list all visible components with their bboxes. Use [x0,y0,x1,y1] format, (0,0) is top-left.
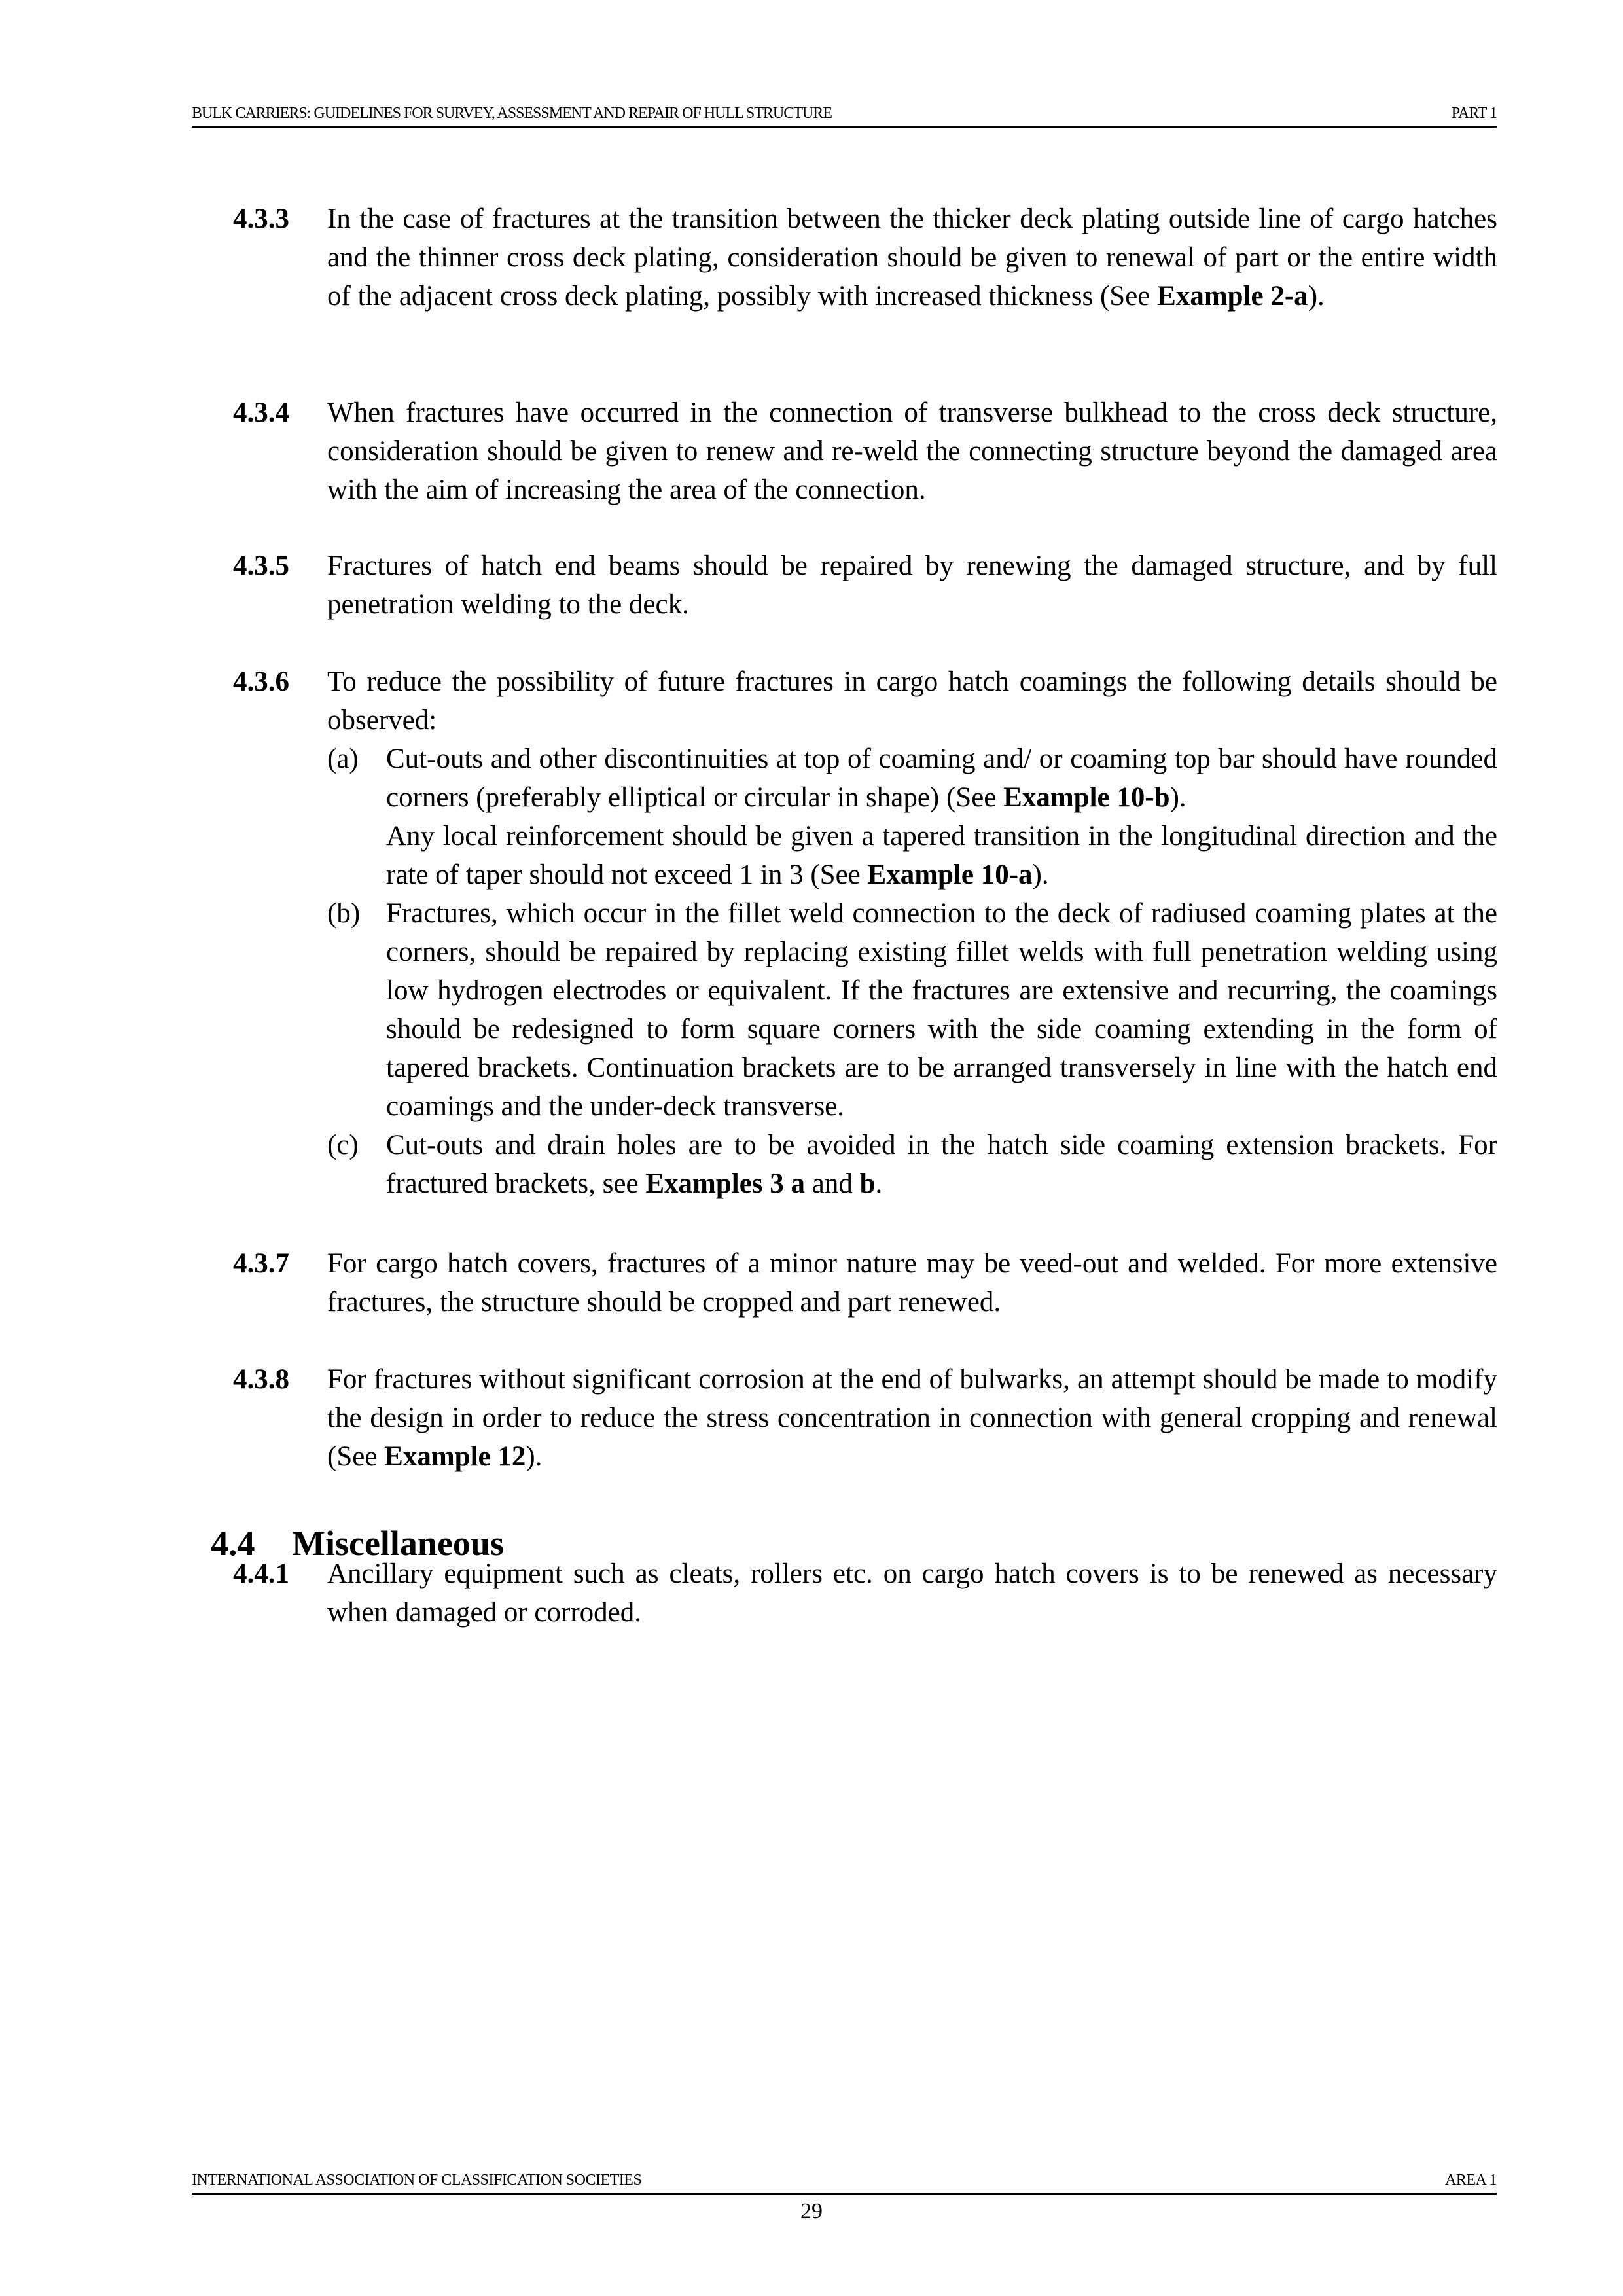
paragraph-number: 4.4.1 [233,1558,289,1589]
page-number: 29 [800,2199,823,2223]
list-item-a [327,740,1497,894]
paragraph-text: For cargo hatch covers, fractures of a minor nature may be veed-out and welded. For more extensive fractures, the structure should be cropped and part renewed. [327,1248,1497,1318]
list-item-label: (a) [327,744,359,774]
paragraph-number: 4.3.3 [233,204,289,234]
paragraph-text: For fractures without significant corrosion at the end of bulwarks, an attempt should be made to modify the design in order to reduce the stress concentration in connection with general cropping and renewal (See Example 12). [327,1364,1497,1472]
section-title: Miscellaneous [292,1524,504,1563]
paragraph-number: 4.3.5 [233,550,289,581]
example-reference: Example 10-a [867,859,1033,890]
running-footer [192,2170,1497,2195]
section-number: 4.4 [211,1524,255,1563]
paragraph-number: 4.3.7 [233,1248,289,1279]
example-reference: Example 12 [384,1441,526,1472]
paragraph-4-3-5 [233,547,1497,624]
paragraph-text: In the case of fractures at the transition between the thicker deck plating outside line of cargo hatches and the thinner cross deck plating, consideration should be given to renewal of part or the entire width of the adjacent cross deck plating, possibly with increased thickness (See Example 2-a). [327,204,1497,312]
paragraph-text: Fractures of hatch end beams should be repaired by renewing the damaged structure, and by full penetration welding to the deck. [327,550,1497,620]
paragraph-text: When fractures have occurred in the connection of transverse bulkhead to the cross deck structure, consideration should be given to renew and re-weld the connecting structure beyond the damaged area with the aim of increasing the area of the connection. [327,397,1497,505]
footer-area: AREA 1 [1444,2172,1497,2189]
example-reference: Example 2-a [1157,281,1308,312]
list-item-text: Cut-outs and drain holes are to be avoided in the hatch side coaming extension brackets. For fractured brackets, see Examples 3 a and b. [386,1130,1497,1199]
paragraph-4-3-6 [233,662,1497,1203]
paragraph-4-3-8 [233,1360,1497,1476]
list-item-text: Fractures, which occur in the fillet weld connection to the deck of radiused coaming plates at the corners, should be repaired by replacing existing fillet welds with full penetration welding using low hydrogen electrodes or equivalent. If the fractures are extensive and recurring, the coamings should be redesigned to form square corners with the side coaming extending in the form of tapered brackets. Continuation brackets are to be arranged transversely in line with the hatch end coamings and the under-deck transverse. [386,898,1497,1122]
paragraph-4-3-7 [233,1244,1497,1321]
paragraph-4-3-4 [233,393,1497,509]
example-reference: Examples 3 a [645,1168,806,1199]
paragraph-text: Ancillary equipment such as cleats, rollers etc. on cargo hatch covers is to be renewed as necessary when damaged or corroded. [327,1558,1497,1628]
list-item-text-continued: Any local reinforcement should be given a tapered transition in the longitudinal direction and the rate of taper should not exceed 1 in 3 (See Example 10-a). [386,821,1497,890]
paragraph-number: 4.3.6 [233,666,289,697]
list-item-b [327,894,1497,1126]
example-reference: Example 10-b [1003,782,1170,813]
paragraph-number: 4.3.4 [233,397,289,428]
list-item-text: Cut-outs and other discontinuities at top of coaming and/ or coaming top bar should have rounded corners (preferably elliptical or circular in shape) (See Example 10-b). [386,744,1497,813]
header-title: BULK CARRIERS: GUIDELINES FOR SURVEY, ASSESSMENT AND REPAIR OF HULL STRUCTURE [192,105,832,122]
paragraph-text: To reduce the possibility of future fractures in cargo hatch coamings the following details should be observed: [327,666,1497,736]
paragraph-4-4-1 [233,1554,1497,1632]
list-item-label: (c) [327,1130,359,1160]
running-header [192,103,1497,128]
header-part: PART 1 [1451,105,1497,122]
list-item-c [327,1126,1497,1203]
paragraph-4-3-3 [233,200,1497,315]
paragraph-number: 4.3.8 [233,1364,289,1395]
list-item-label: (b) [327,898,361,929]
footer-organization: INTERNATIONAL ASSOCIATION OF CLASSIFICATION SOCIETIES [192,2172,642,2189]
example-reference: b [859,1168,876,1199]
